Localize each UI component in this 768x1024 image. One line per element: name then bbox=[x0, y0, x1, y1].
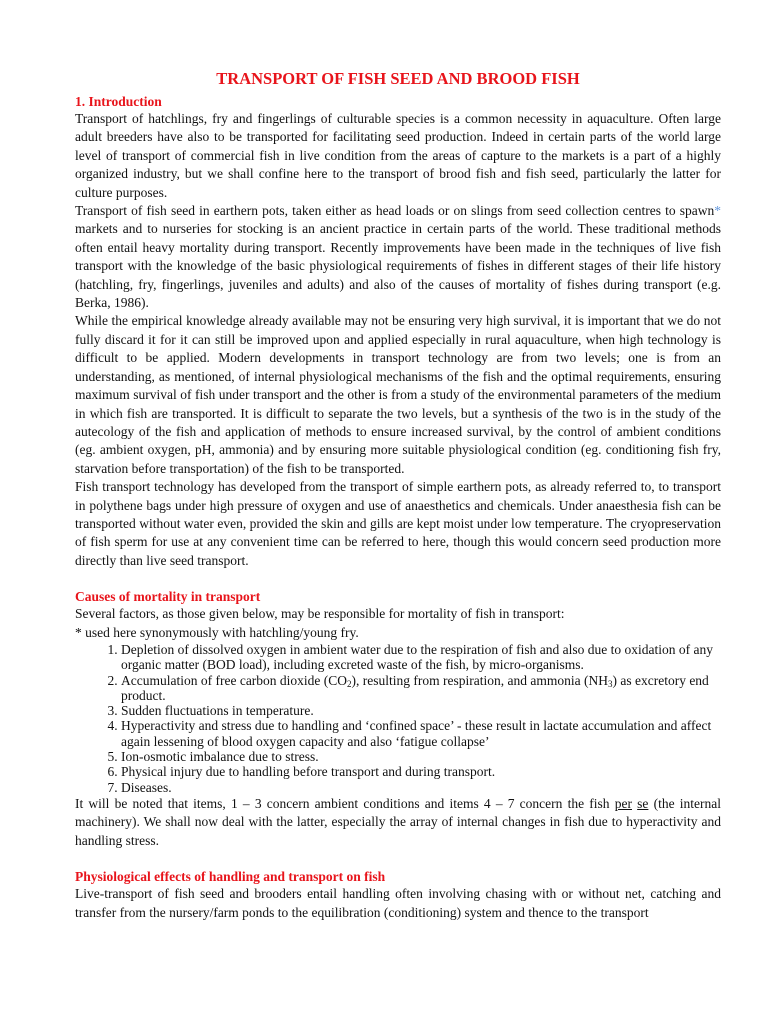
causes-list bbox=[75, 642, 721, 795]
latin-per: per bbox=[614, 795, 632, 811]
list-item-text: Accumulation of free carbon dioxide (CO bbox=[121, 672, 348, 688]
document-title: TRANSPORT OF FISH SEED AND BROOD FISH bbox=[216, 69, 580, 88]
mortality-lead: Several factors, as those given below, may be responsible for mortality of fish in transport: bbox=[75, 606, 565, 622]
list-item: 5. Ion-osmotic imbalance due to stress. bbox=[121, 749, 721, 764]
subscript: 3 bbox=[607, 678, 613, 689]
conclusion-text-a: It will be noted that items, 1 – 3 concern ambient conditions and items 4 – 7 concern the fish bbox=[75, 795, 615, 811]
list-item: 6. Physical injury due to handling before transport and during transport. bbox=[121, 764, 721, 779]
mortality-heading: Causes of mortality in transport bbox=[75, 589, 261, 605]
physio-heading: Physiological effects of handling and transport on fish bbox=[75, 869, 386, 885]
subscript: 2 bbox=[347, 678, 352, 689]
footnote: * used here synonymously with hatchling/young fry. bbox=[75, 624, 359, 640]
list-item: 4. Hyperactivity and stress due to handling and ‘confined space’ - these result in lactate accumulation and affect again lessening of blood oxygen capacity and also ‘fatigue collapse’ bbox=[121, 718, 721, 749]
intro-p2-text-a: Transport of fish seed in earthern pots, taken either as head loads or on slings from seed collection centres to spawn bbox=[75, 203, 715, 219]
footnote-marker-link[interactable]: * bbox=[714, 203, 721, 219]
list-item-text: ), resulting from respiration, and ammonia (NH bbox=[351, 672, 608, 688]
mortality-conclusion bbox=[75, 795, 721, 850]
intro-p2-text-b: markets and to nurseries for stocking is an ancient practice in certain parts of the world. These traditional methods often entail heavy mortality during transport. Recently improvements have been made in the techniques of live fish transport with the knowledge of the basic physiological requirements of fishes in different stages of their life history (hatchling, fry, fingerlings, juveniles and adults) and also of the causes of mortality of fishes during transport (e.g. Berka, 1986). bbox=[75, 221, 721, 311]
list-item: 7. Diseases. bbox=[121, 780, 721, 795]
document-page bbox=[75, 68, 721, 922]
intro-paragraph-2 bbox=[75, 202, 721, 312]
physio-paragraph-1: Live-transport of fish seed and brooders entail handling often involving chasing with or without net, catching and transfer from the nursery/farm ponds to the equilibration (conditioning) system and thence to the transport bbox=[75, 886, 721, 920]
intro-heading: 1. Introduction bbox=[75, 94, 162, 109]
intro-paragraph-1: Transport of hatchlings, fry and fingerlings of culturable species is a common necessity in aquaculture. Often large adult breeders have also to be transported for facilitating seed production. Indeed in certain parts of the world large level of transport of commercial fish in live condition from the areas of capture to the markets is a part of a highly organized industry, but we shall confine here to the transport of brood fish and fish seed, particularly the latter for culture purposes. bbox=[75, 111, 721, 200]
conclusion-text-b: (the internal machinery). We shall now deal with the latter, especially the array of internal changes in fish due to hyperactivity and handling stress. bbox=[75, 795, 721, 848]
list-item: 1. Depletion of dissolved oxygen in ambient water due to the respiration of fish and also due to oxidation of any organic matter (BOD load), including excreted waste of the fish, by micro-organisms. bbox=[121, 642, 721, 673]
intro-paragraph-4: Fish transport technology has developed from the transport of simple earthern pots, as already referred to, to transport in polythene bags under high pressure of oxygen and use of anaesthetics and chemicals. Under anaesthesia fish can be transported without water even, provided the skin and gills are kept moist under low temperature. The cryopreservation of fish sperm for use at any convenient time can be referred to here, though this would concern seed production more directly than live seed transport. bbox=[75, 479, 721, 568]
intro-paragraph-3: While the empirical knowledge already available may not be ensuring very high survival, it is important that we do not fully discard it for it can still be improved upon and applied especially in rural aquaculture, when high technology is difficult to be applied. Modern developments in transport technology are from two levels; one is from an understanding, as mentioned, of internal physiological mechanisms of the fish and the optimal requirements, ensuring maximum survival of fish under transport and the other is from a study of the environmental parameters of the medium in which fish are transported. It is difficult to separate the two levels, but a synthesis of the two is in the study of the autecology of the fish and application of methods to ensure increased survival, by the control of ambient conditions (eg. ambient oxygen, pH, ammonia) and by ensuring more suitable physiological condition (eg. conditioning fish fry, starvation before transportation) of the fish to be transported. bbox=[75, 313, 721, 476]
list-item: 3. Sudden fluctuations in temperature. bbox=[121, 703, 721, 718]
latin-se: se bbox=[637, 795, 649, 811]
list-item bbox=[121, 673, 721, 704]
list-item-text: ) as excretory end product. bbox=[121, 672, 709, 703]
